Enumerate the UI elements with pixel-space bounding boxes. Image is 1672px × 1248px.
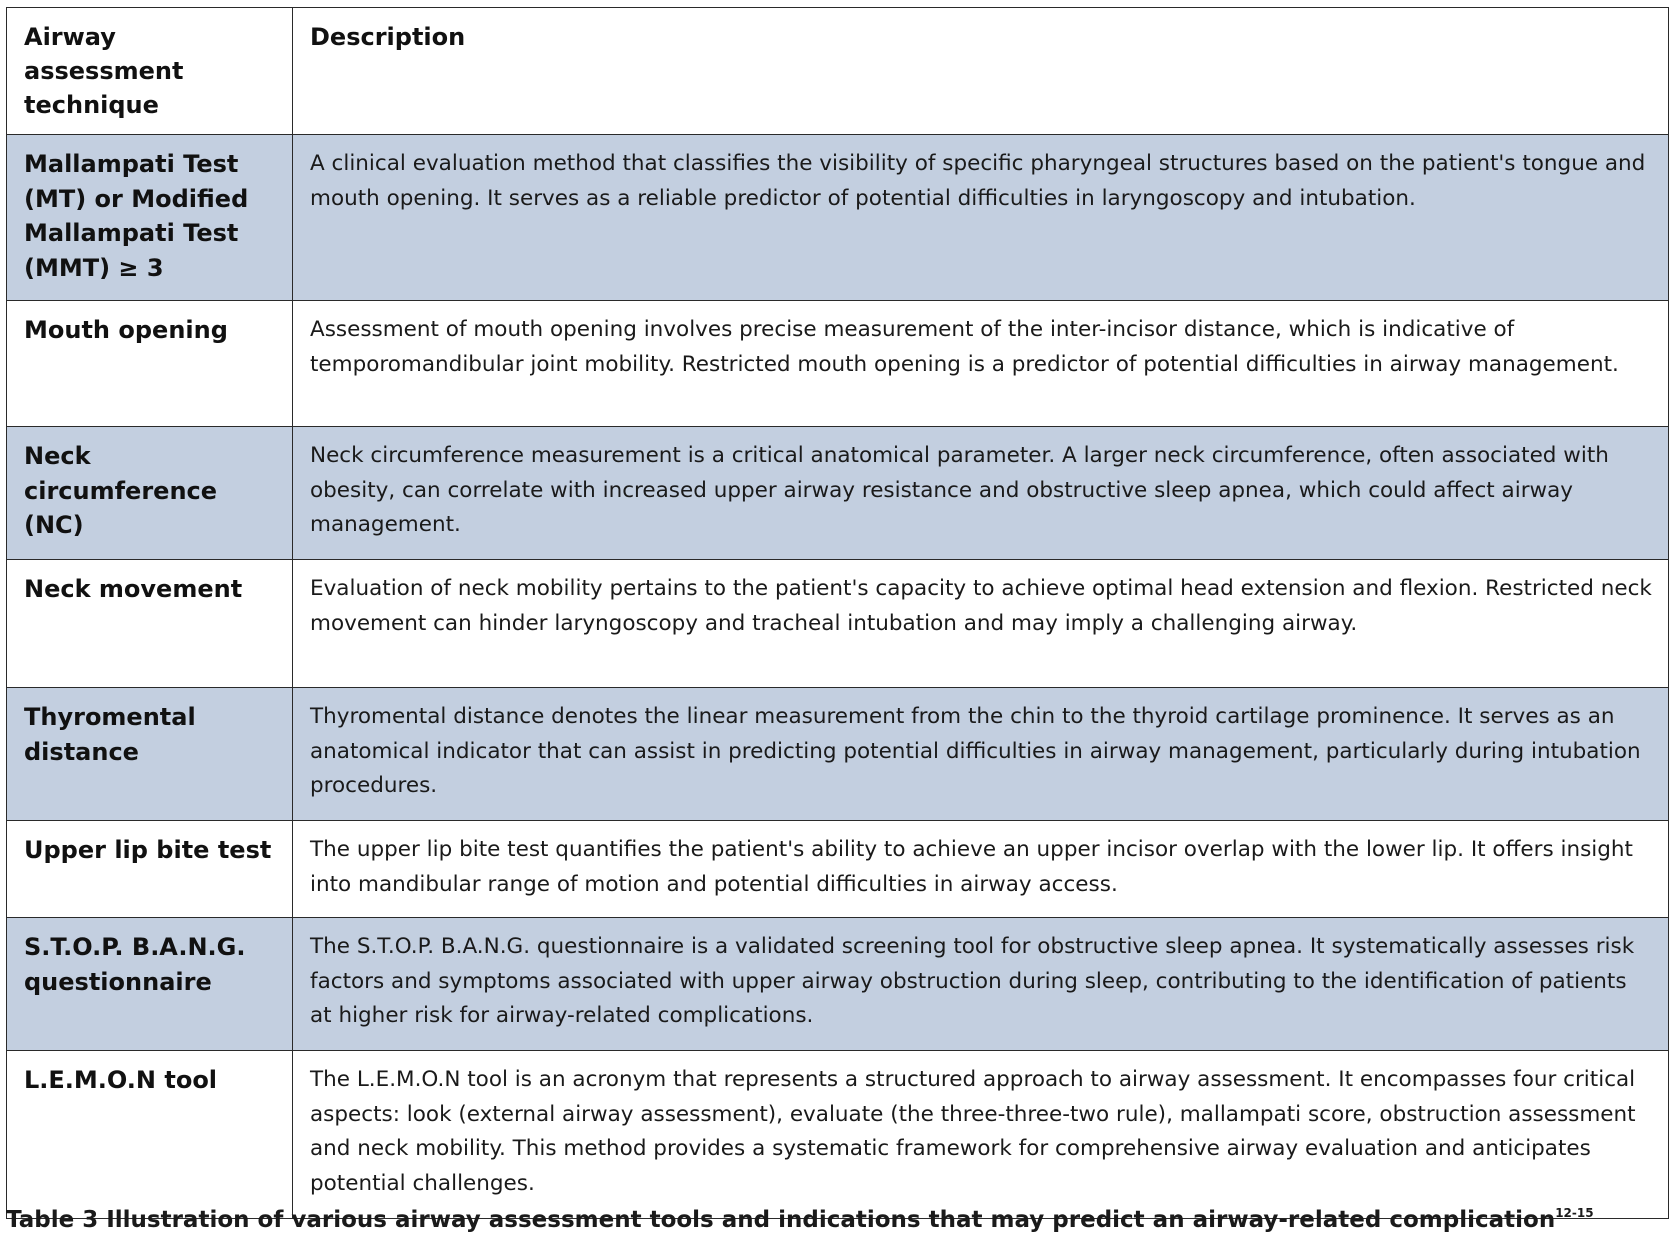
table-row [7,1051,1669,1219]
row-description: The L.E.M.O.N tool is an acronym that represents a structured approach to airway assessment. It encompasses four critical aspects: look (external airway assessment), evaluate (the three-three-two rule), mallampati score, obstruction assessment and neck mobility. This method provides a systematic framework for comprehensive airway evaluation and anticipates potential challenges. [293,1051,1669,1219]
row-description: The upper lip bite test quantifies the patient's ability to achieve an upper incisor overlap with the lower lip. It offers insight into mandibular range of motion and potential difficulties in airway access. [293,821,1669,918]
table-row [7,688,1669,821]
row-description: A clinical evaluation method that classifies the visibility of specific pharyngeal structures based on the patient's tongue and mouth opening. It serves as a reliable predictor of potential difficulties in laryngoscopy and intubation. [293,135,1669,301]
table-caption [6,1198,1594,1235]
row-technique: Upper lip bite test [7,821,293,918]
row-description: Neck circumference measurement is a critical anatomical parameter. A larger neck circumference, often associated with obesity, can correlate with increased upper airway resistance and obstructive sleep apnea, which could affect airway management. [293,427,1669,560]
row-technique: Mallampati Test (MT) or Modified Mallampati Test (MMT) ≥ 3 [7,135,293,301]
row-description: Assessment of mouth opening involves precise measurement of the inter-incisor distance, which is indicative of temporomandibular joint mobility. Restricted mouth opening is a predictor of potential difficulties in airway management. [293,301,1669,427]
airway-assessment-table [6,7,1669,1219]
row-technique: L.E.M.O.N tool [7,1051,293,1219]
header-technique: Airway assessment technique [7,8,293,135]
table-row [7,918,1669,1051]
table-row [7,821,1669,918]
caption-reference: 12-15 [1555,1206,1594,1220]
row-technique: Neck movement [7,560,293,688]
row-description: Thyromental distance denotes the linear measurement from the chin to the thyroid cartilage prominence. It serves as an anatomical indicator that can assist in predicting potential difficulties in airway management, particularly during intubation procedures. [293,688,1669,821]
table-row [7,301,1669,427]
row-technique: Neck circumference (NC) [7,427,293,560]
header-description: Description [293,8,1669,135]
row-description: The S.T.O.P. B.A.N.G. questionnaire is a validated screening tool for obstructive sleep apnea. It systematically assesses risk factors and symptoms associated with upper airway obstruction during sleep, contributing to the identification of patients at higher risk for airway-related complications. [293,918,1669,1051]
row-description: Evaluation of neck mobility pertains to the patient's capacity to achieve optimal head extension and flexion. Restricted neck movement can hinder laryngoscopy and tracheal intubation and may imply a challenging airway. [293,560,1669,688]
table-row [7,560,1669,688]
row-technique: Mouth opening [7,301,293,427]
table-row [7,135,1669,301]
table-header-row [7,8,1669,135]
row-technique: S.T.O.P. B.A.N.G. questionnaire [7,918,293,1051]
row-technique: Thyromental distance [7,688,293,821]
caption-text: Table 3 Illustration of various airway assessment tools and indications that may predict an airway-related complication [6,1207,1556,1233]
airway-assessment-table-container [6,7,1668,1219]
table-row [7,427,1669,560]
